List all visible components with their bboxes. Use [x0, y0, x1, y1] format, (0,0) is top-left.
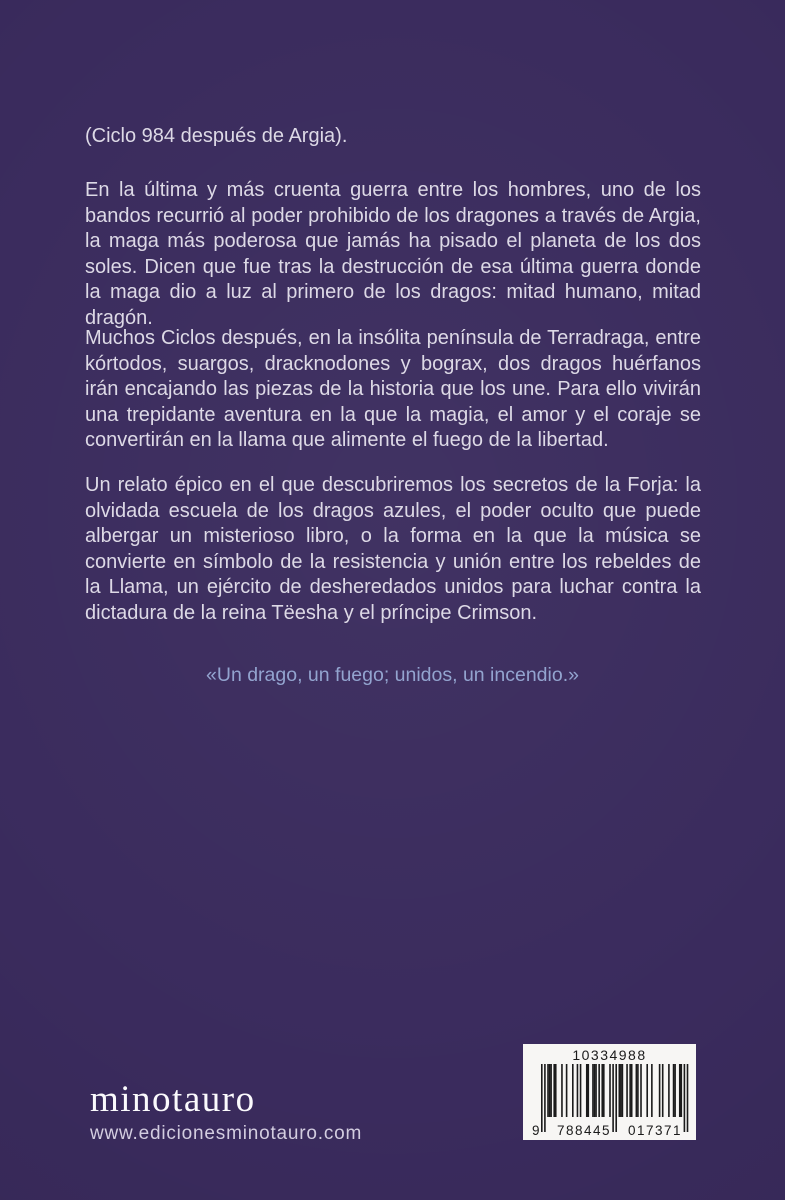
barcode-digit-right-group: 017371 [628, 1123, 683, 1138]
publisher-logo: minotauro [90, 1079, 256, 1120]
barcode-top-number: 10334988 [572, 1047, 647, 1063]
synopsis-paragraph-3: Un relato épico en el que descubriremos los secretos de la Forja: la olvidada escuela de los dragos azules, el poder oculto que puede albergar un misterioso libro, o la forma en la que la música se convierte en símbolo de la resistencia y unión entre los rebeldes de la Llama, un ejército de desheredados unidos para luchar contra la dictadura de la reina Tëesha y el príncipe Crimson. [85, 474, 701, 624]
publisher-block [90, 1079, 363, 1144]
synopsis-paragraph-2: Muchos Ciclos después, en la insólita península de Terradraga, entre kórtodos, suargos, dracknodones y bograx, dos dragos huérfanos irán encajando las piezas de la historia que los une. Para ello vivirán una trepidante aventura en la que la magia, el amor y el coraje se convertirán en la llama que alimente el fuego de la libertad. [85, 327, 701, 452]
tagline-quote: «Un drago, un fuego; unidos, un incendio.» [206, 664, 579, 686]
barcode-label [523, 1044, 696, 1140]
publisher-website: www.edicionesminotauro.com [90, 1123, 363, 1144]
cycle-line: (Ciclo 984 después de Argia). [85, 125, 348, 147]
barcode-digit-first: 9 [532, 1123, 542, 1138]
synopsis-paragraph-1: En la última y más cruenta guerra entre los hombres, uno de los bandos recurrió al poder prohibido de los dragones a través de Argia, la maga más poderosa que jamás ha pisado el planeta de los dos soles. Dicen que fue tras la destrucción de esa última guerra donde la maga dio a luz al primero de los dragos: mitad humano, mitad dragón. [85, 179, 701, 329]
barcode-area [532, 1064, 687, 1138]
barcode-digit-left-group: 788445 [557, 1123, 612, 1138]
